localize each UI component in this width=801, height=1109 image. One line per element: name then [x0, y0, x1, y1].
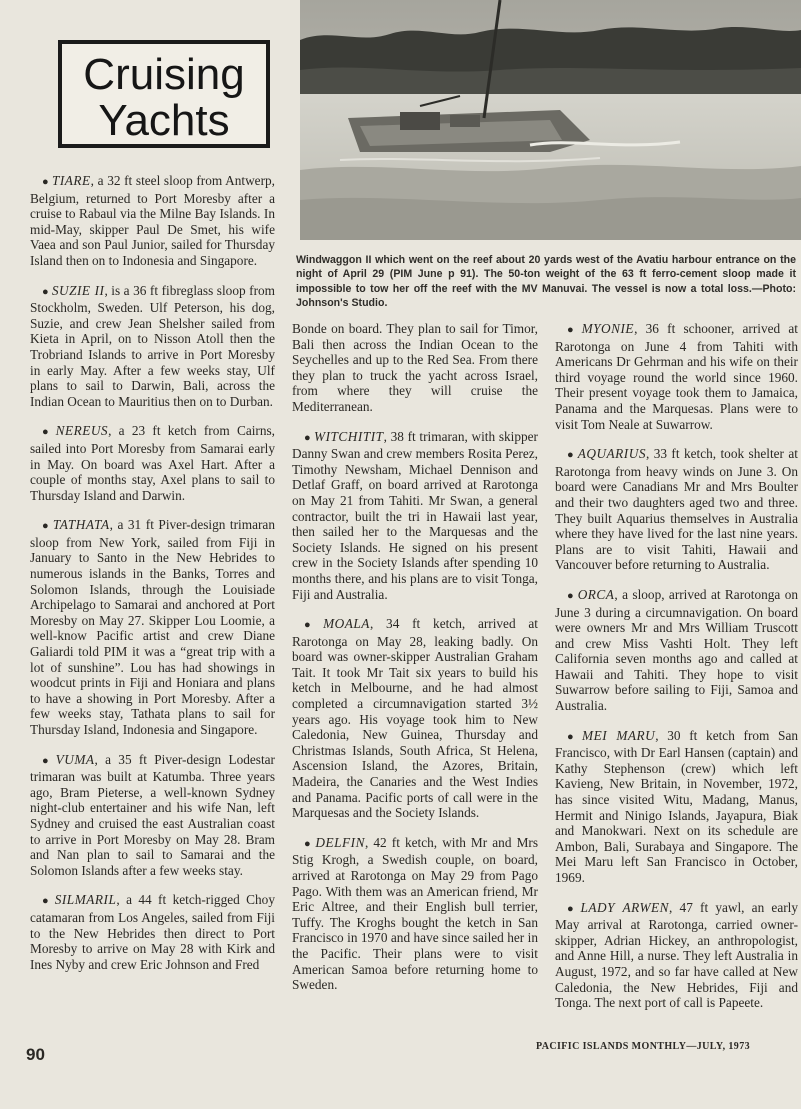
bullet-icon: ● — [42, 176, 49, 188]
photo-caption: Windwaggon II which went on the reef about 20 yards west of the Avatiu harbour entrance on the night of April 29 (PIM June p 91). The 50-ton weight of the 63 ft ferro-cement sloop made it impossible to tow her off the reef with the MV Manuvai. The vessel is now a total loss.—Photo: Johnson's Studio. — [296, 254, 796, 310]
bullet-icon: ● — [42, 285, 49, 298]
yacht-entry — [555, 900, 798, 1011]
bullet-icon: ● — [42, 520, 50, 533]
yacht-name: TATHATA — [52, 517, 110, 533]
yacht-entry — [30, 423, 275, 503]
yacht-name: ORCA — [577, 586, 615, 602]
yacht-entry-text: , a 31 ft Piver-design trimaran sloop from New York, sailed from Fiji in January to Santo in the New Hebrides to numerous islands in the Banks, Torres and Solomon Islands, through the Louisiade Archipelago to Samarai and anchored at Port Moresby on May 27. Skipper Lou Loomie, a well-know Pacific artist and crew Diane Galiardi told PIM it was a “great trip with a lot of sunshine”. Lou has had showings in woodcut prints in Fiji and Honiara and plans to have a showing in Port Moresby. After a few weeks stay, Tathata plans to sail for Thursday Island, Indonesia and Singapore. — [30, 517, 275, 737]
yacht-entry — [555, 587, 798, 714]
yacht-entry — [30, 173, 275, 269]
yacht-entry-text: , a 23 ft ketch from Cairns, sailed into Port Moresby from Samarai early in May. On board was Axel Hart. After a couple of months stay, Axel plans to sail to Thursday Island and Darwin. — [30, 423, 275, 503]
yacht-entry-text: , 30 ft ketch from San Francisco, with Dr Earl Hansen (captain) and Kathy Stephenson (crew) which left Kavieng, New Britain, in November, 1972, has since visited Witu, Madang, Manus, Hermit and Ninigo Islands, Jayapura, Biak and Manokwari. Next on its schedule are Ambon, Bali, Surabaya and Singapore. The Mei Maru left San Francisco in October, 1969. — [555, 727, 798, 885]
yacht-entry — [292, 616, 538, 821]
page-number: 90 — [26, 1045, 45, 1064]
yacht-name: DELFIN — [315, 834, 365, 850]
title-word-2: Yachts — [98, 96, 230, 145]
article-column-2 — [292, 321, 538, 1007]
yacht-entry — [292, 321, 538, 415]
yacht-name: MEI MARU — [582, 727, 656, 743]
page-title — [62, 52, 266, 144]
yacht-entry-text: , a 35 ft Piver-design Lodestar trimaran was built at Katumba. Three years ago, Bram Pieterse, a well-known Sydney night-club entertainer and his wife Nan, left Sydney and cruised the east Australian coast to arrive in Port Moresby on May 28. Bram and Nan plan to sail to Samarai and the Solomon Islands after a few weeks stay. — [30, 751, 275, 878]
bullet-icon: ● — [42, 754, 53, 767]
yacht-name: LADY ARWEN — [580, 899, 670, 915]
yacht-entry-text: , is a 36 ft fibreglass sloop from Stockholm, Sweden. Ulf Peterson, his dog, Suzie, and crew Jean Shelsher sailed from Kieta in April, on to Nisson Atoll then the Trobriand Islands to arrive in Port Moresby in early May. After a few weeks stay, Ulf plans to sail to Darwin, Bali, across the Indian Ocean to Mauritius then on to Durban. — [30, 282, 275, 409]
article-column-1 — [30, 173, 275, 986]
article-column-3 — [555, 321, 798, 1025]
yacht-entry — [30, 892, 275, 972]
shipwreck-photo-image — [300, 0, 801, 240]
yacht-entry-text: , 34 ft ketch, arrived at Rarotonga on May 28, leaking badly. On board was owner-skipper Australian Graham Tait. It took Mr Tait six years to build his ketch in Melbourne, and he had almost completed a circumnavigation started 3½ years ago. His voyage took him to New Caledonia, New Guinea, Thursday and Christmas Islands, South Africa, St Helena, Ascension Island, the Azores, Britain, Madeira, the Canaries and the West Indies and Panama. Pacific ports of call were in the Marquesas and the Society Islands. — [292, 616, 538, 821]
title-box — [58, 40, 270, 148]
yacht-name: TIARE — [51, 173, 91, 188]
bullet-icon: ● — [567, 902, 578, 915]
bullet-icon: ● — [304, 619, 321, 632]
yacht-entry-text: , a 32 ft steel sloop from Antwerp, Belgium, returned to Port Moresby after a cruise to Rabaul via the Milne Bay Islands. In mid-May, skipper Paul De Smet, his wife Vaea and son Paul Junior, sailed for Thursday Island then on to Indonesia and Singapore. — [30, 173, 275, 268]
yacht-name: NEREUS — [55, 423, 109, 439]
yacht-name: SILMARIL — [54, 892, 117, 908]
yacht-name: AQUARIUS — [577, 446, 646, 462]
yacht-name: WITCHITIT — [314, 428, 384, 444]
yacht-entry-text: , a 44 ft ketch-rigged Choy catamaran from Los Angeles, sailed from Fiji to the New Hebrides then direct to Port Moresby to arrive on May 28 with Kirk and Ines Nyby and crew Eric Johnson and Fred — [30, 892, 275, 972]
yacht-name: SUZIE II — [51, 282, 105, 298]
yacht-entry-text: , a sloop, arrived at Rarotonga on June 3 during a circumnavigation. On board were owners Mr and Mrs William Truscott and crew Miss Vashti Holt. They left California seven months ago and called at Hawaii and Tahiti. They hope to visit Suwarrow before sailing to Fiji, Samoa and Australia. — [555, 586, 798, 714]
yacht-entry — [30, 752, 275, 879]
yacht-entry — [30, 283, 275, 410]
yacht-entry — [555, 728, 798, 886]
yacht-entry — [555, 321, 798, 432]
bullet-icon: ● — [567, 589, 575, 602]
bullet-icon: ● — [567, 449, 575, 462]
reef-photo — [300, 0, 801, 240]
yacht-entry-text: , 36 ft schooner, arrived at Rarotonga on June 4 from Tahiti with Americans Dr Gehrman and his wife on their third voyage round the world since 1960. Their present voyage took them to Jamaica, Panama and the Marquesas. Plans were to visit Tom Neale at Suwarrow. — [555, 321, 798, 432]
yacht-name: MOALA — [323, 616, 370, 632]
yacht-entry — [30, 517, 275, 737]
yacht-entry — [555, 446, 798, 573]
yacht-entry-text: , 47 ft yawl, an early May arrival at Rarotonga, carried owner-skipper, Adrian Hickey, an anthropologist, and Anne Hill, a nurse. They left Australia in August, 1972, and so far have called at New Caledonia, the New Hebrides, Fiji and Tonga. The next port of call is Papeete. — [555, 899, 798, 1011]
bullet-icon: ● — [567, 324, 579, 336]
yacht-entry-text: , 33 ft ketch, took shelter at Rarotonga from heavy winds on June 3. On board were Canadians Mr and Mrs Boulter and their two daughters aged two and three. They built Aquarius themselves in Australia where they have lived for the last nine years. Plans are to visit Tahiti, Hawaii and Vancouver before returning to Australia. — [555, 446, 798, 573]
yacht-entry-text: , 38 ft trimaran, with skipper Danny Swan and crew members Rosita Perez, Timothy Newsham, Michael Dennison and Detlaf Graff, on board arrived at Rarotonga on May 21 from Tahiti. Mr Swan, a general contractor, built the tri in Hawaii last year, then sailed her to the Marquesas and the Society Islands. He signed on his present crew in the Society Islands after spending 10 months there, and his plans are to visit Tonga, Fiji and Australia. — [292, 428, 538, 602]
bullet-icon: ● — [304, 837, 313, 850]
bullet-icon: ● — [42, 895, 52, 908]
bullet-icon: ● — [42, 426, 53, 439]
yacht-entry-text: Bonde on board. They plan to sail for Timor, Bali then across the Indian Ocean to the Seychelles and up to the Red Sea. From there they plan to truck the yacht across Israel, from where they will cruise the Mediterranean. — [292, 321, 538, 414]
bullet-icon: ● — [304, 431, 312, 444]
yacht-name: VUMA — [55, 751, 95, 767]
yacht-entry — [292, 429, 538, 603]
bullet-icon: ● — [567, 730, 580, 743]
yacht-name: MYONIE — [581, 321, 635, 336]
yacht-entry — [292, 835, 538, 993]
yacht-entry-text: , 42 ft ketch, with Mr and Mrs Stig Krogh, a Swedish couple, on board, arrived at Rarotonga on May 29 from Pago Pago. With them was an American friend, Mr Eric Altree, and their English bull terrier, Tuffy. The Kroghs bought the ketch in San Francisco in 1970 and have since sailed her in the Pacific. Their plans were to visit American Samoa before returning home to Sweden. — [292, 834, 538, 993]
publication-footer: PACIFIC ISLANDS MONTHLY—JULY, 1973 — [536, 1041, 751, 1052]
title-word-1: Cruising — [83, 50, 245, 99]
